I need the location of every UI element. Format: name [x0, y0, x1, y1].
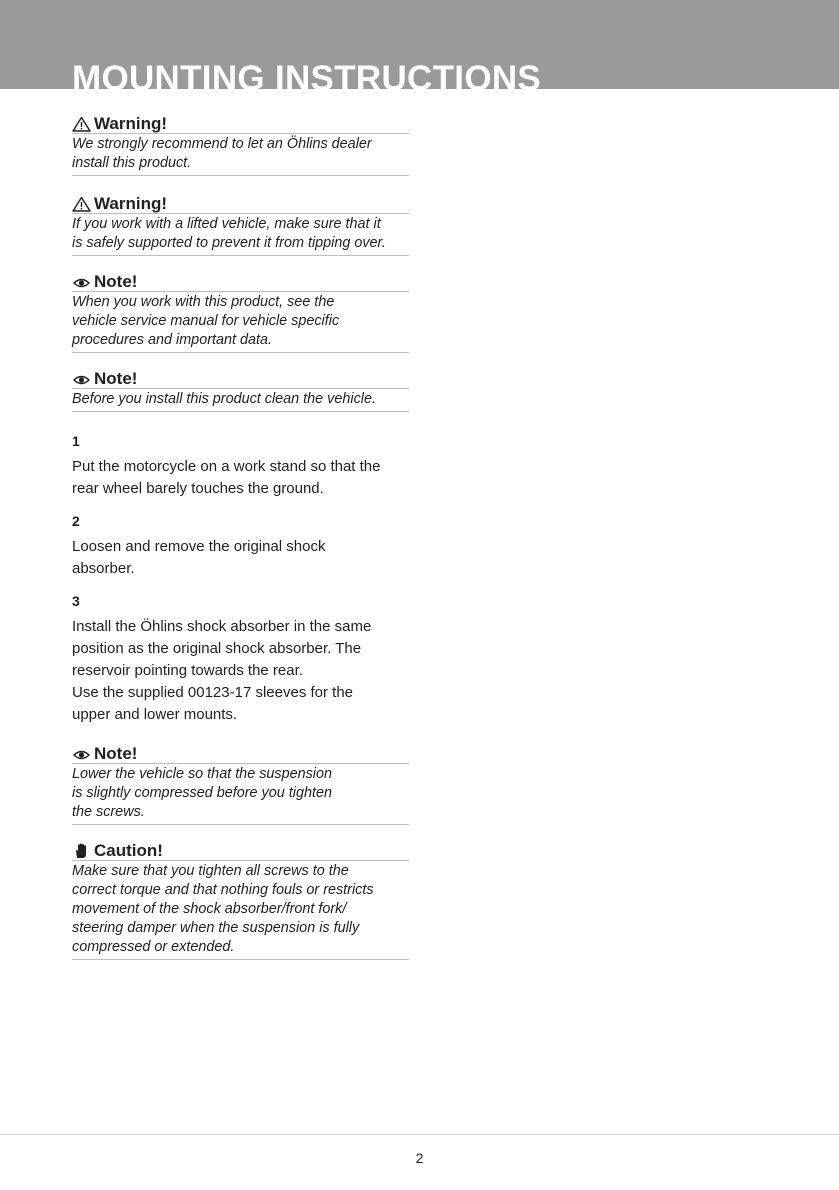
warning-notice	[72, 114, 409, 176]
note-notice	[72, 744, 409, 825]
notice-body: Make sure that you tighten all screws to the correct torque and that nothing fouls or restricts movement of the shock absorber/front fork/ steering damper when the suspension is fully compressed or extended.	[72, 861, 409, 960]
notice-body: If you work with a lifted vehicle, make sure that it is safely supported to prevent it from tipping over.	[72, 214, 409, 256]
page-number: 2	[415, 1150, 424, 1166]
step-text: Install the Öhlins shock absorber in the same position as the original shock absorber. The reservoir pointing towards the rear. Use the supplied 00123-17 sleeves for the upper and lower mounts.	[72, 618, 372, 723]
header-band	[0, 0, 839, 89]
warning-triangle-icon	[72, 116, 91, 132]
step	[72, 512, 409, 580]
notice-body: Before you install this product clean the vehicle.	[72, 389, 409, 412]
step-text: Loosen and remove the original shock absorber.	[72, 538, 326, 577]
caution-notice	[72, 841, 409, 960]
notice-title: Note!	[94, 272, 138, 291]
notice-title: Warning!	[94, 114, 168, 133]
note-notice	[72, 369, 409, 412]
notice-title: Caution!	[94, 841, 163, 860]
instructions-column	[72, 114, 409, 960]
step-number: 1	[72, 433, 80, 449]
notice-title: Note!	[94, 744, 138, 763]
page-title: MOUNTING INSTRUCTIONS	[72, 59, 542, 89]
eye-icon	[72, 746, 91, 762]
note-notice	[72, 272, 409, 353]
notice-body: We strongly recommend to let an Öhlins dealer install this product.	[72, 134, 409, 176]
step-number: 3	[72, 593, 80, 609]
step	[72, 432, 409, 500]
step-text: Put the motorcycle on a work stand so that the rear wheel barely touches the ground.	[72, 458, 381, 497]
notice-body: Lower the vehicle so that the suspension is slightly compressed before you tighten the screws.	[72, 764, 409, 825]
warning-notice	[72, 194, 409, 256]
notice-title: Note!	[94, 369, 138, 388]
step	[72, 592, 409, 726]
notice-body: When you work with this product, see the vehicle service manual for vehicle specific procedures and important data.	[72, 292, 409, 353]
hand-icon	[72, 843, 91, 859]
step-number: 2	[72, 513, 80, 529]
notice-title: Warning!	[94, 194, 168, 213]
footer-divider	[0, 1134, 839, 1135]
eye-icon	[72, 274, 91, 290]
eye-icon	[72, 371, 91, 387]
warning-triangle-icon	[72, 196, 91, 212]
